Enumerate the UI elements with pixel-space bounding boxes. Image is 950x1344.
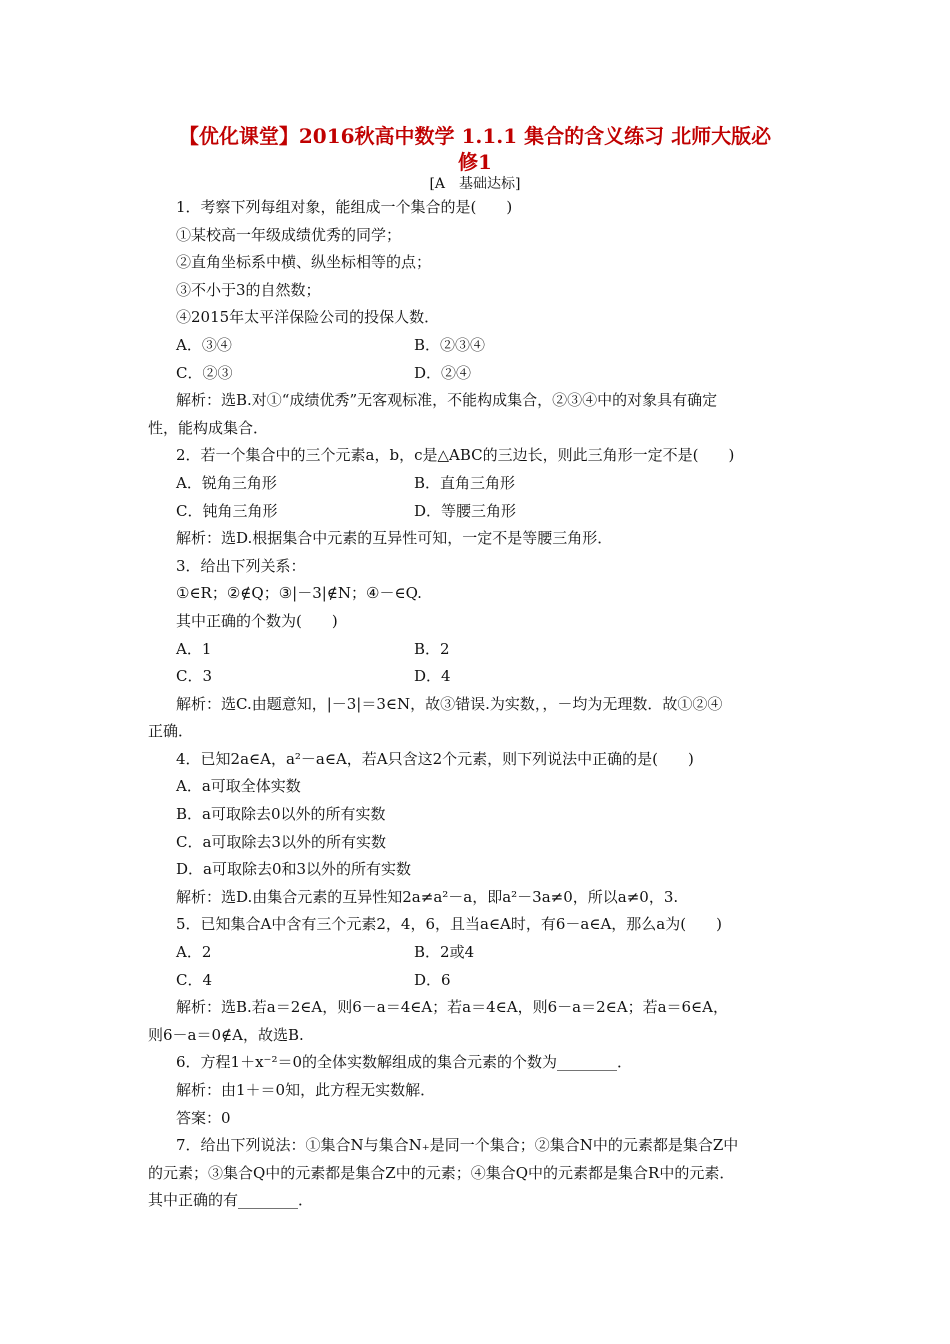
option-c: C．4 [176, 970, 213, 989]
q5-analysis: 解析：选B.若a＝2∈A，则6－a＝4∈A；若a＝4∈A，则6－a＝2∈A；若a＝6∈A， [176, 998, 728, 1017]
option-d: D．6 [414, 970, 451, 989]
q6-analysis: 解析：由1＋＝0知，此方程无实数解． [176, 1081, 436, 1099]
option-c: C．a可取除去3以外的所有实数 [176, 832, 386, 851]
q1-analysis: 解析：选B.对①“成绩优秀”无客观标准，不能构成集合，②③④中的对象具有确定 [176, 391, 718, 410]
option-b: B．直角三角形 [414, 473, 516, 492]
option-d: D．4 [414, 667, 451, 686]
q3-stem: 3．给出下列关系： [176, 556, 306, 575]
section-label: [A 基础达标] [429, 176, 521, 192]
q1-item: ②直角坐标系中横、纵坐标相等的点； [176, 253, 432, 272]
title-main: 2016秋高中数学 1.1.1 集合的含义练习 北师大版必 [298, 124, 772, 148]
title-bracket: 【优化课堂】 [178, 124, 299, 148]
document-title [120, 123, 830, 175]
q4-stem: 4．已知2a∈A，a²－a∈A，若A只含这2个元素，则下列说法中正确的是( ) [176, 749, 694, 768]
option-c: C．钝角三角形 [176, 501, 278, 520]
q5-stem: 5．已知集合A中含有三个元素2，4，6，且当a∈A时，有6－a∈A，那么a为( ) [176, 915, 722, 934]
q7-stem: 7．给出下列说法：①集合N与集合N₊是同一个集合；②集合N中的元素都是集合Z中 [176, 1136, 739, 1155]
q5-analysis-cont: 则6－a＝0∉A，故选B. [148, 1025, 304, 1044]
option-b: B．2或4 [414, 943, 475, 962]
option-d: D．等腰三角形 [414, 501, 517, 520]
q6-stem: 6．方程1＋x⁻²＝0的全体实数解组成的集合元素的个数为________． [176, 1053, 633, 1072]
q1-item: ③不小于3的自然数； [176, 280, 321, 299]
q1-item: ①某校高一年级成绩优秀的同学； [176, 225, 402, 244]
q2-options-row [148, 470, 808, 498]
q1-options-row [148, 360, 808, 388]
q2-analysis: 解析：选D.根据集合中元素的互异性可知，一定不是等腰三角形． [176, 529, 613, 548]
q3-options-row [148, 636, 808, 664]
q3-relations: ①∈R；②∉Q；③|－3|∉N；④－∈Q. [176, 584, 422, 603]
document-body [148, 194, 808, 1215]
q1-options-row [148, 332, 808, 360]
option-d: D．a可取除去0和3以外的所有实数 [176, 860, 412, 879]
q1-item: ④2015年太平洋保险公司的投保人数． [176, 308, 440, 327]
q3-options-row [148, 663, 808, 691]
option-b: B．a可取除去0以外的所有实数 [176, 805, 386, 824]
q4-analysis: 解析：选D.由集合元素的互异性知2a≠a²－a，即a²－3a≠0，所以a≠0，3. [176, 887, 679, 906]
q3-ask: 其中正确的个数为( ) [176, 611, 338, 630]
option-c: C．②③ [176, 363, 233, 382]
option-a: A．a可取全体实数 [176, 777, 301, 796]
option-a: A．锐角三角形 [176, 473, 277, 492]
q2-stem: 2．若一个集合中的三个元素a，b，c是△ABC的三边长，则此三角形一定不是( ) [176, 446, 735, 465]
q3-analysis-cont: 正确． [148, 722, 194, 741]
q7-ask: 其中正确的有________． [148, 1191, 314, 1210]
option-a: A．③④ [176, 335, 232, 354]
option-d: D．②④ [414, 363, 472, 382]
q5-options-row [148, 939, 808, 967]
q6-answer: 答案：0 [176, 1108, 231, 1127]
q2-options-row [148, 498, 808, 526]
option-b: B．②③④ [414, 335, 486, 354]
q3-analysis: 解析：选C.由题意知，|－3|＝3∈N，故③错误.为实数，，－均为无理数．故①②④ [176, 694, 723, 713]
q5-options-row [148, 967, 808, 995]
option-c: C．3 [176, 667, 213, 686]
q1-stem: 1．考察下列每组对象，能组成一个集合的是( ) [176, 198, 513, 216]
title-cont: 修1 [458, 150, 492, 174]
option-a: A．1 [176, 639, 212, 658]
q1-analysis-cont: 性，能构成集合． [148, 418, 269, 437]
option-b: B．2 [414, 639, 450, 658]
option-a: A．2 [176, 943, 212, 962]
q7-stem-cont: 的元素；③集合Q中的元素都是集合Z中的元素；④集合Q中的元素都是集合R中的元素． [148, 1163, 735, 1182]
